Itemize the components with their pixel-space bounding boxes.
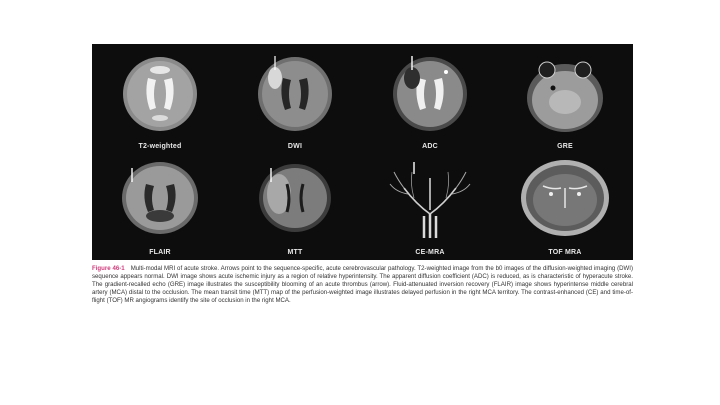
panel-dwi <box>231 48 359 152</box>
caption-text: Multi-modal MRI of acute stroke. Arrows point to the sequence-specific, acute cerebrovascular pathology. T2-weighted image from the b0 images of the diffusion-weighted imaging (DWI) sequence appears normal. DWI image shows acute ischemic injury as a region of relative hyperintensity. The apparent diffusion coefficient (ADC) is reduced, as is characteristic of hyperacute stroke. The gradient-recalled echo (GRE) image illustrates the susceptibility blooming of an acute thrombus (arrow). Fluid-attenuated inversion recovery (FLAIR) image shows hyperintense middle cerebral artery (MCA) distal to the occlusion. The mean transit time (MTT) map of the perfusion-weighted image illustrates delayed perfusion in the right MCA territory. The contrast-enhanced (CE) and time-of-flight (TOF) MR angiograms identify the site of occlusion in the right MCA. <box>92 265 634 304</box>
panel-label: FLAIR <box>149 249 171 256</box>
brain-slice-adc-icon <box>366 48 494 152</box>
brain-slice-t2-icon <box>96 48 224 152</box>
panel-label: CE-MRA <box>415 249 445 256</box>
panel-label: TOF MRA <box>548 249 582 256</box>
mri-figure-panel <box>92 44 633 260</box>
panel-label: T2-weighted <box>138 143 182 150</box>
panel-gre <box>501 48 629 152</box>
panel-adc <box>366 48 494 152</box>
panel-label: GRE <box>557 143 573 150</box>
brain-slice-tof-mra-icon <box>501 154 629 258</box>
panel-t2-weighted <box>96 48 224 152</box>
panel-tof-mra <box>501 154 629 258</box>
brain-slice-flair-icon <box>96 154 224 258</box>
brain-slice-dwi-icon <box>231 48 359 152</box>
figure-caption <box>92 265 633 305</box>
angiogram-vessels-icon <box>366 154 494 258</box>
panel-label: DWI <box>287 143 303 150</box>
panel-mtt <box>231 154 359 258</box>
brain-slice-gre-icon <box>501 48 629 152</box>
figure-label: Figure 46-1 <box>92 265 125 272</box>
panel-label: MTT <box>287 249 303 256</box>
panel-ce-mra <box>366 154 494 258</box>
panel-label: ADC <box>422 143 438 150</box>
panel-flair <box>96 154 224 258</box>
brain-slice-mtt-icon <box>231 154 359 258</box>
